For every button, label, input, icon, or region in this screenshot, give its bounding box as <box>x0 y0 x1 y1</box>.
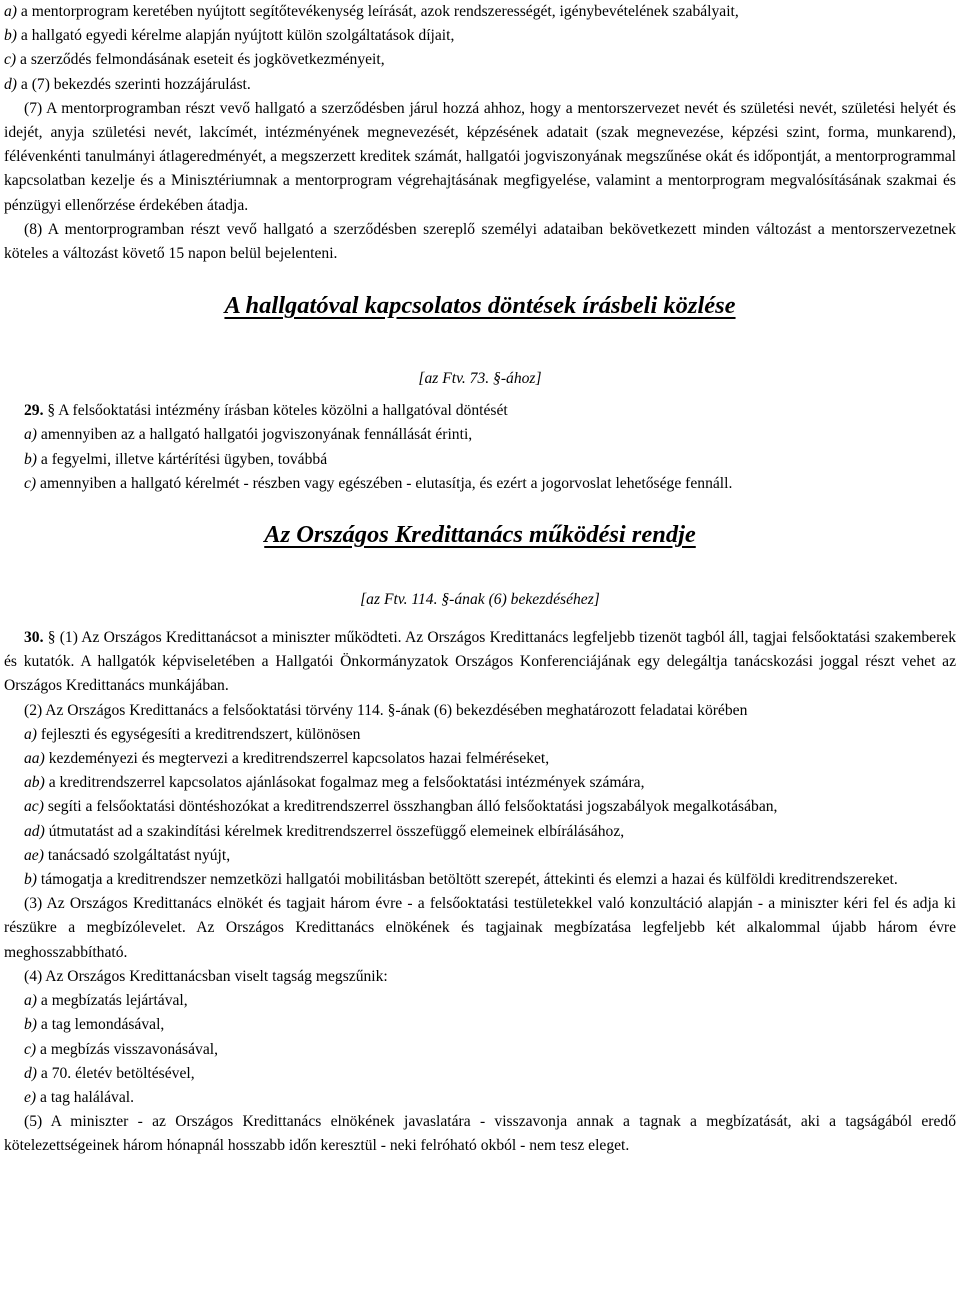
list-item: e) a tag halálával. <box>24 1088 134 1106</box>
list-item: ae) tanácsadó szolgáltatást nyújt, <box>24 846 231 864</box>
list-item: b) a hallgató egyedi kérelme alapján nyújtott külön szolgáltatások díjait, <box>4 27 455 45</box>
paragraph-7: (7) A mentorprogramban részt vevő hallgató a szerződésben járul hozzá ahhoz, hogy a mentorszervezet nevét és születési nevét, születési helyét és idejét, anyja születési nevét, lakcímét, intézményének megnevezését, képzésének adatait (szak megnevezése, képzési szint, forma, munkarend), félévenkénti tanulmányi átlageredményét, a megszerzett kreditek számát, hallgatói jogviszonyának megszűnése okát és időpontját, a mentorprogrammal kapcsolatban kezelje és a Minisztériumnak a mentorprogram végrehajtásának megfigyelése, valamint a mentorprogram megvalósításának szakmai és pénzügyi ellenőrzése érdekében átadja. <box>4 99 956 214</box>
list-item: aa) kezdeményezi és megtervezi a kreditrendszerrel kapcsolatos hazai felméréseket, <box>24 750 550 768</box>
list-item: a) amennyiben az a hallgató hallgatói jogviszonyának fennállását érinti, <box>24 426 473 444</box>
list-item: c) a szerződés felmondásának eseteit és jogkövetkezményeit, <box>4 51 385 69</box>
list-item: b) támogatja a kreditrendszer nemzetközi hallgatói mobilitásban betöltött szerepét, áttekinti és elemzi a hazai és külföldi kreditrendszereket. <box>24 871 898 889</box>
list-item: a) a megbízatás lejártával, <box>24 992 188 1010</box>
list-item: a) a mentorprogram keretében nyújtott segítőtevékenység leírását, azok rendszerességét, igénybevételének szabályait, <box>4 3 739 20</box>
section-heading: A hallgatóval kapcsolatos döntések írásbeli közlése <box>224 292 736 320</box>
section-30-paragraph-2: (2) Az Országos Kredittanács a felsőoktatási törvény 114. §-ának (6) bekezdésében meghatározott feladatai körében <box>24 701 748 719</box>
list-item: d) a (7) bekezdés szerinti hozzájárulást. <box>4 75 251 93</box>
list-item: c) amennyiben a hallgató kérelmét - részben vagy egészében - elutasítja, és ezért a jogorvoslat lehetősége fennáll. <box>24 474 733 492</box>
section-30-paragraph-1: 30. § (1) Az Országos Kredittanácsot a miniszter működteti. Az Országos Kredittanács legfeljebb tizenöt tagból áll, tagjai felsőoktatási szakemberek és kutatók. A hallgatók képviseletében a Hallgatói Önkormányzatok Országos Konferenciájának egy delegáltja tanácskozási joggal részt vehet az Országos Kredittanács munkájában. <box>4 629 956 695</box>
list-item: b) a fegyelmi, illetve kártérítési ügyben, továbbá <box>24 450 328 468</box>
section-30-paragraph-5: (5) A miniszter - az Országos Kredittanács elnökének javaslatára - visszavonja annak a tagnak a megbízatását, aki a tagságából eredő kötelezettségeinek három hónapnál hosszabb időn keresztül - neki felróható okból - nem tesz eleget. <box>4 1113 956 1155</box>
list-item: ab) a kreditrendszerrel kapcsolatos ajánlásokat fogalmaz meg a felsőoktatási intézmények számára, <box>24 774 645 792</box>
list-item: ad) útmutatást ad a szakindítási kérelmek kreditrendszerrel összefüggő elemeinek elbírálásához, <box>24 822 625 840</box>
section-30-paragraph-4: (4) Az Országos Kredittanácsban viselt tagság megszűnik: <box>24 967 388 985</box>
section-reference: [az Ftv. 114. §-ának (6) bekezdéséhez] <box>360 591 600 609</box>
paragraph-8: (8) A mentorprogramban részt vevő hallgató a szerződésben szereplő személyi adataiban bekövetkezett minden változást a mentorszervezetnek köteles a változást követő 15 napon belül bejelenteni. <box>4 220 956 263</box>
list-item: d) a 70. életév betöltésével, <box>24 1064 195 1082</box>
section-30-paragraph-3: (3) Az Országos Kredittanács elnökét és tagjait három évre - a felsőoktatási testületekkel való konzultáció alapján - a miniszter kéri fel és adja ki részükre a megbízólevelet. Az Országos Kredittanács elnökének és tagjainak megbízatása legfeljebb két alkalommal újabb három évre meghosszabbítható. <box>4 895 956 961</box>
list-item: b) a tag lemondásával, <box>24 1016 165 1034</box>
list-item: a) fejleszti és egységesíti a kreditrendszert, különösen <box>24 725 361 743</box>
section-heading: Az Országos Kredittanács működési rendje <box>264 521 696 549</box>
list-item: c) a megbízás visszavonásával, <box>24 1040 218 1058</box>
section-reference: [az Ftv. 73. §-ához] <box>418 370 542 388</box>
list-item: ac) segíti a felsőoktatási döntéshozókat a kreditrendszerrel összhangban álló felsőoktatási jogszabályok megalkotásában, <box>24 798 778 816</box>
section-29-intro: 29. § A felsőoktatási intézmény írásban köteles közölni a hallgatóval döntését <box>24 402 508 420</box>
